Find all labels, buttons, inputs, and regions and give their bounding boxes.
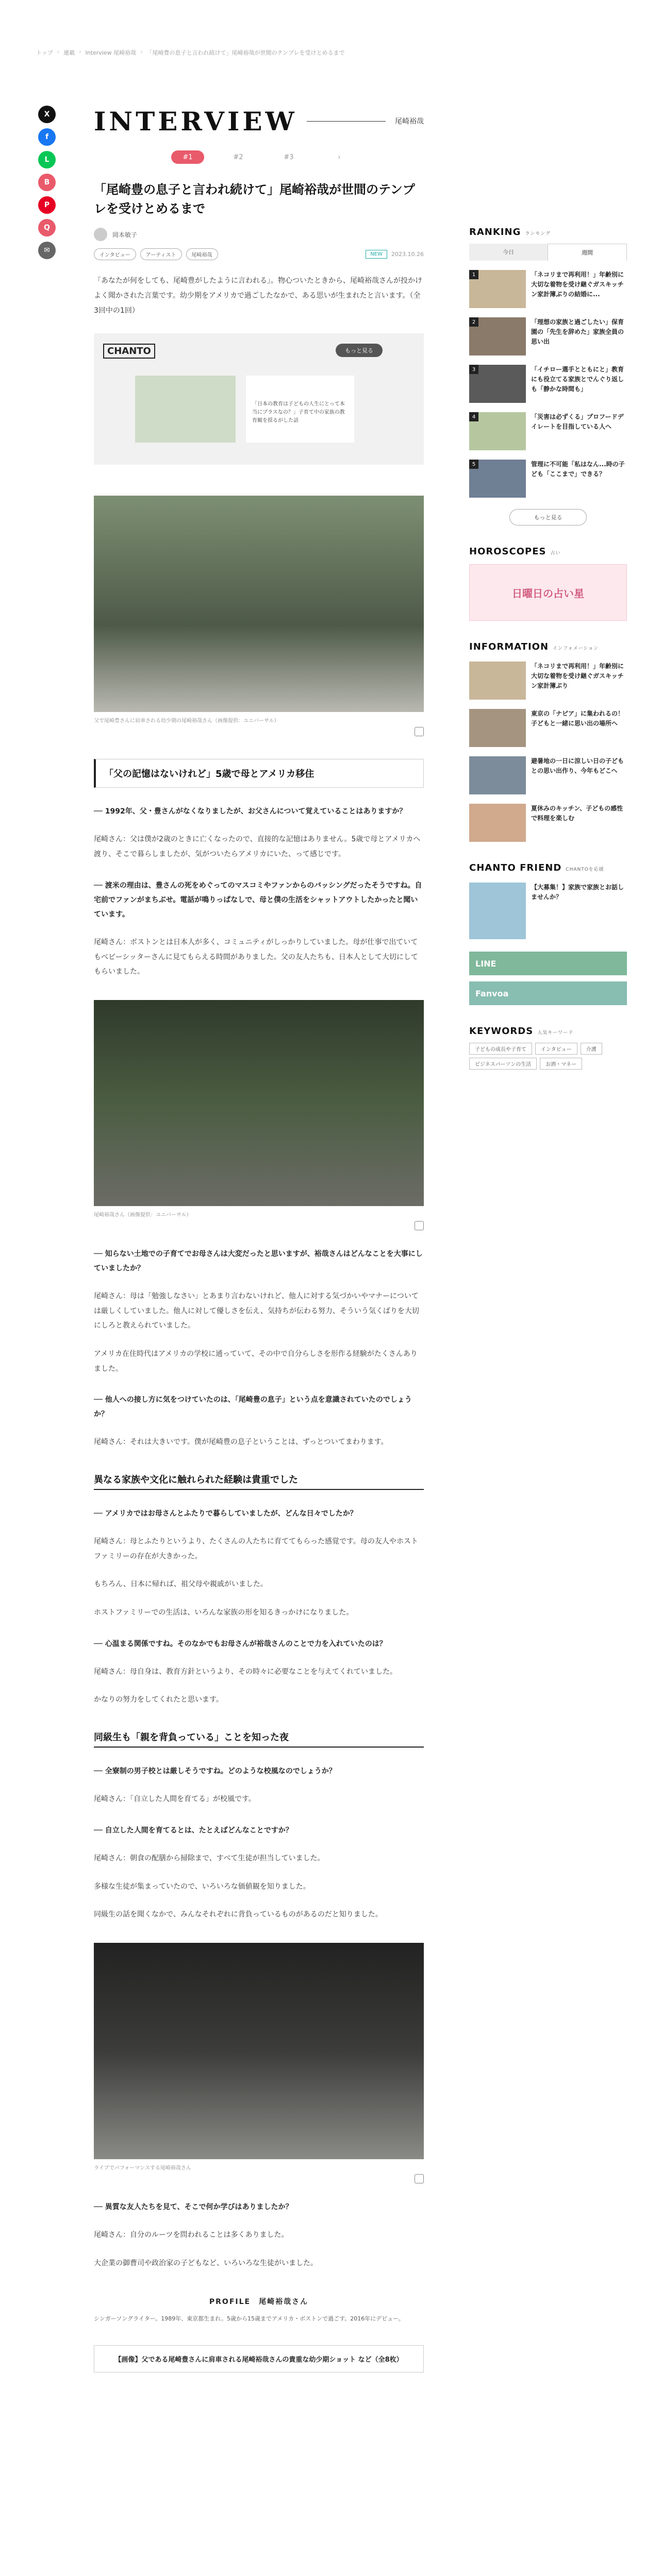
question: ── 知らない土地での子育てでお母さんは大変だったと思いますが、裕哉さんはどんなことを大事にしていましたか？ bbox=[94, 1249, 423, 1273]
question: ── アメリカではお母さんとふたりで暮らしていましたが、どんな日々でしたか？ bbox=[94, 1510, 357, 1518]
article-title: 「尾崎豊の息子と言われ続けて」尾崎裕哉が世間のテンプレを受けとめるまで bbox=[94, 182, 415, 216]
promo-box bbox=[94, 333, 424, 465]
facebook-share-icon[interactable]: f bbox=[38, 128, 56, 146]
x-share-icon[interactable]: X bbox=[38, 106, 56, 123]
page-1-button[interactable]: #1 bbox=[171, 150, 204, 164]
breadcrumb: トップ › 連載 › Interview 尾崎裕哉 › 「尾崎豊の息子と言われ続けて」尾崎裕哉が世間のテンプレを受けとめるまで bbox=[36, 48, 345, 56]
related-link[interactable]: 【画像】父である尾崎豊さんに肩車される尾崎裕哉さんの貴重な幼少期ショット など（全8枚） bbox=[94, 2345, 424, 2372]
answer: 尾崎さん：ボストンとは日本人が多く、コミュニティがしっかりしていました。母が仕事で出ていてもベビーシッターさんに見てもらえる時間がありました。父の友人たちも、日本人として大切にしてもらいました。 bbox=[94, 938, 418, 976]
article-main bbox=[94, 103, 424, 2372]
promo-card-text[interactable]: 「日本の教育は子どもの人生にとって本当にプラスなの？」子育て中の家族の教育観を揺るがした話 bbox=[246, 376, 354, 443]
answer: 同級生の話を聞くなかで、みんなそれぞれに背負っているものがあるのだと知りました。 bbox=[94, 1910, 383, 1919]
fanvoa-banner[interactable]: Fanvoa bbox=[469, 981, 627, 1005]
answer: かなりの努力をしてくれたと思います。 bbox=[94, 1696, 223, 1704]
author-name[interactable]: 岡本敏子 bbox=[112, 231, 138, 239]
horoscope-heading: HOROSCOPES 占い bbox=[469, 546, 561, 557]
keywords-heading: KEYWORDS 人気キーワード bbox=[469, 1026, 574, 1037]
lead-paragraph: 「あなたが何をしても、尾崎豊がしたように言われる」。物心ついたときから、尾崎裕哉さんが投かけよく聞かされた言葉です。幼少期をアメリカで過ごしたなかで、ある思いが生まれたと言います。（全3回中の1回） bbox=[94, 277, 422, 315]
tag-row bbox=[94, 248, 424, 260]
answer: 尾崎さん：それは大きいです。僕が尾崎豊の息子ということは、ずっとついてまわります。 bbox=[94, 1438, 388, 1447]
keyword-item[interactable]: 介護 bbox=[581, 1043, 602, 1055]
sidebar bbox=[469, 227, 627, 1070]
question: ── 全寮制の男子校とは厳しそうですね。どのような校風なのでしょうか？ bbox=[94, 1767, 336, 1776]
childhood-photo[interactable] bbox=[94, 496, 424, 712]
breadcrumb-home[interactable]: トップ bbox=[36, 49, 53, 56]
question: ── 1992年、父・豊さんがなくなりましたが、お父さんについて覚えていることはありますか？ bbox=[94, 807, 407, 816]
information-heading: INFORMATION インフォメーション bbox=[469, 641, 599, 652]
question: ── 渡米の理由は、豊さんの死をめぐってのマスコミやファンからのバッシングだったそうですね。自宅前でファンがまちぶせ。電話が鳴りっぱなしで、母と僕の生活をシャットアウトしたかったと聞いています。 bbox=[94, 881, 422, 919]
pinterest-share-icon[interactable]: P bbox=[38, 196, 56, 214]
author-meta bbox=[94, 228, 424, 241]
ranking-thumb: 2 bbox=[469, 317, 526, 355]
answer: もちろん、日本に帰れば、祖父母や親戚がいました。 bbox=[94, 1580, 268, 1589]
answer: 大企業の御曹司や政治家の子どもなど、いろいろな生徒がいました。 bbox=[94, 2259, 318, 2267]
answer: 尾崎さん：朝食の配膳から掃除まで、すべて生徒が担当していました。 bbox=[94, 1854, 325, 1862]
next-page-button[interactable]: › bbox=[338, 153, 341, 161]
answer: ホストファミリーでの生活は、いろんな家族の形を知るきっかけになりました。 bbox=[94, 1608, 354, 1617]
ranking-more-button[interactable]: もっと見る bbox=[509, 509, 587, 526]
question: ── 他人への接し方に気をつけていたのは、「尾崎豊の息子」という点を意識されていたのでしょうか？ bbox=[94, 1396, 412, 1419]
series-title: INTERVIEW bbox=[94, 106, 297, 137]
ranking-heading: RANKING ランキング bbox=[469, 227, 551, 238]
series-header bbox=[94, 103, 424, 139]
friend-item[interactable]: 【大募集！】家族で家族とお話しませんか？ bbox=[469, 883, 627, 939]
keyword-item[interactable]: ビジネスパーソンの生活 bbox=[469, 1058, 537, 1070]
new-badge: NEW bbox=[366, 250, 387, 259]
ranking-thumb: 3 bbox=[469, 365, 526, 403]
ranking-thumb: 4 bbox=[469, 412, 526, 450]
header-divider bbox=[307, 121, 386, 122]
info-item[interactable]: 東京の「ナピア」に集われるの！子どもと一緒に思い出の場所へ bbox=[469, 709, 627, 747]
publish-date: 2023.10.26 bbox=[391, 251, 424, 258]
answer: 尾崎さん：父は僕が2歳のときに亡くなったので、直接的な記憶はありません。5歳で母とアメリカへ渡り、そこで暮らしましたが、気がついたらアメリカにいた、って感じです。 bbox=[94, 835, 421, 859]
question: ── 心温まる関係ですね。そのなかでもお母さんが裕哉さんのことで力を入れていたのは？ bbox=[94, 1639, 387, 1648]
page-3-button[interactable]: #3 bbox=[284, 153, 294, 161]
ranking-item[interactable]: 3 「イチロー選手とともにと」教育にも役立てる家族とでんぐり返しも「静かな時間も」 bbox=[469, 365, 627, 403]
question: ── 自立した人間を育てるとは、たとえばどんなことですか？ bbox=[94, 1826, 293, 1835]
breadcrumb-interview[interactable]: Interview 尾崎裕哉 bbox=[85, 49, 137, 56]
keyword-list bbox=[469, 1043, 627, 1070]
ranking-item[interactable]: 5 管理に不可能「私はなん...時の子ども「ここまで」できる？ bbox=[469, 460, 627, 498]
breadcrumb-current: 「尾崎豊の息子と言われ続けて」尾崎裕哉が世間のテンプレを受けとめるまで bbox=[146, 49, 345, 56]
info-item[interactable]: 夏休みのキッチン、子どもの感性で料理を楽しむ bbox=[469, 804, 627, 842]
live-photo[interactable] bbox=[94, 1943, 424, 2159]
keyword-item[interactable]: インタビュー bbox=[535, 1043, 577, 1055]
photo-caption: 父で尾崎豊さんに肩車される幼少期の尾崎裕哉さん（画像提供：ユニバーサル） bbox=[94, 718, 279, 724]
promo-more-button[interactable]: もっと見る bbox=[336, 344, 383, 357]
answer: 多様な生徒が集まっていたので、いろいろな価値観を知りました。 bbox=[94, 1882, 310, 1891]
gallery-icon[interactable] bbox=[415, 727, 424, 736]
hatena-share-icon[interactable]: B bbox=[38, 174, 56, 191]
info-item[interactable]: 「ネコリまで再利用！」年齢別に大切な着物を受け継ぐガスキッチン家計簿ぶり bbox=[469, 662, 627, 700]
tab-weekly[interactable]: 週間 bbox=[548, 244, 627, 261]
answer: 尾崎さん：自分のルーツを問われることは多くありました。 bbox=[94, 2230, 289, 2239]
photo-caption: ライブでパフォーマンスする尾崎裕哉さん bbox=[94, 2165, 191, 2171]
breadcrumb-series[interactable]: 連載 bbox=[63, 49, 75, 56]
info-item[interactable]: 避暑地の一日に涼しい日の子どもとの思い出作り、今年もどこへ bbox=[469, 756, 627, 794]
ranking-tabs bbox=[469, 244, 627, 261]
gallery-icon[interactable] bbox=[415, 1221, 424, 1230]
answer: 尾崎さん：母自身は、教育方針というより、その時々に必要なことを与えてくれていました。 bbox=[94, 1667, 397, 1676]
author-avatar bbox=[94, 228, 107, 241]
ranking-thumb: 1 bbox=[469, 270, 526, 308]
ranking-item[interactable]: 4 「災害は必ずくる」プロフードデイレートを目指している人へ bbox=[469, 412, 627, 450]
ranking-item[interactable]: 1 「ネコリまで再利用！」年齢別に大切な着物を受け継ぐガスキッチン家計簿ぶりの結婚に... bbox=[469, 270, 627, 308]
answer: 尾崎さん：「自立した人間を育てる」が校風です。 bbox=[94, 1795, 256, 1804]
mail-share-icon[interactable]: ✉ bbox=[38, 242, 56, 259]
photo-caption: 尾崎裕哉さん（画像提供：ユニバーサル） bbox=[94, 1212, 192, 1218]
answer: アメリカ在住時代はアメリカの学校に通っていて、その中で自分らしさを形作る経験がたくさんありました。 bbox=[94, 1349, 418, 1373]
promo-image[interactable] bbox=[135, 376, 236, 443]
tag-item[interactable]: アーティスト bbox=[140, 248, 182, 260]
ranking-thumb: 5 bbox=[469, 460, 526, 498]
ranking-item[interactable]: 2 「理想の家族と過ごしたい」保育園の「先生を辞めた」家族全員の思い出 bbox=[469, 317, 627, 355]
pocket-share-icon[interactable]: Q bbox=[38, 219, 56, 236]
section-heading: 同級生も「親を背負っている」ことを知った夜 bbox=[94, 1730, 424, 1748]
answer: 尾崎さん：母とふたりというより、たくさんの人たちに育ててもらった感覚です。母の友人やホストファミリーの存在が大きかった。 bbox=[94, 1537, 418, 1561]
gallery-icon[interactable] bbox=[415, 2174, 424, 2183]
keyword-item[interactable]: 子どもの成長や子育て bbox=[469, 1043, 532, 1055]
tag-item[interactable]: 尾崎裕哉 bbox=[186, 248, 218, 260]
line-banner[interactable]: LINE bbox=[469, 952, 627, 975]
series-name: 尾崎裕哉 bbox=[395, 117, 424, 126]
profile-text: シンガーソングライター。1989年、東京都生まれ。5歳から15歳までアメリカ・ボストンで過ごす。2016年にデビュー。 bbox=[94, 2315, 404, 2323]
chanto-logo: CHANTO bbox=[103, 344, 155, 359]
portrait-photo[interactable] bbox=[94, 1000, 424, 1206]
answer: 尾崎さん：母は「勉強しなさい」とあまり言わないけれど、他人に対する気づかいやマナーについては厳しくしていました。他人に対して優しさを伝え、気持ちが伝わる努力、そういう気くばりを大切にしろと教えられていました。 bbox=[94, 1292, 419, 1330]
share-bar bbox=[38, 106, 56, 259]
section-heading: 異なる家族や文化に触れられた経験は貴重でした bbox=[94, 1472, 424, 1490]
line-share-icon[interactable]: L bbox=[38, 151, 56, 168]
section-heading: 「父の記憶はないけれど」5歳で母とアメリカ移住 bbox=[94, 759, 424, 788]
keyword-item[interactable]: お酒・マネー bbox=[540, 1058, 582, 1070]
question: ── 異質な友人たちを見て、そこで何か学びはありましたか？ bbox=[94, 2202, 293, 2211]
page-2-button[interactable]: #2 bbox=[233, 153, 243, 161]
friend-heading: CHANTO FRIEND CHANTOを応援 bbox=[469, 862, 604, 873]
pagination bbox=[171, 150, 424, 164]
tab-today[interactable]: 今日 bbox=[469, 244, 548, 261]
profile-heading: PROFILE 尾崎裕哉さん bbox=[209, 2298, 309, 2307]
horoscope-banner[interactable]: 日曜日の占い星 bbox=[469, 564, 627, 621]
tag-item[interactable]: インタビュー bbox=[94, 248, 136, 260]
